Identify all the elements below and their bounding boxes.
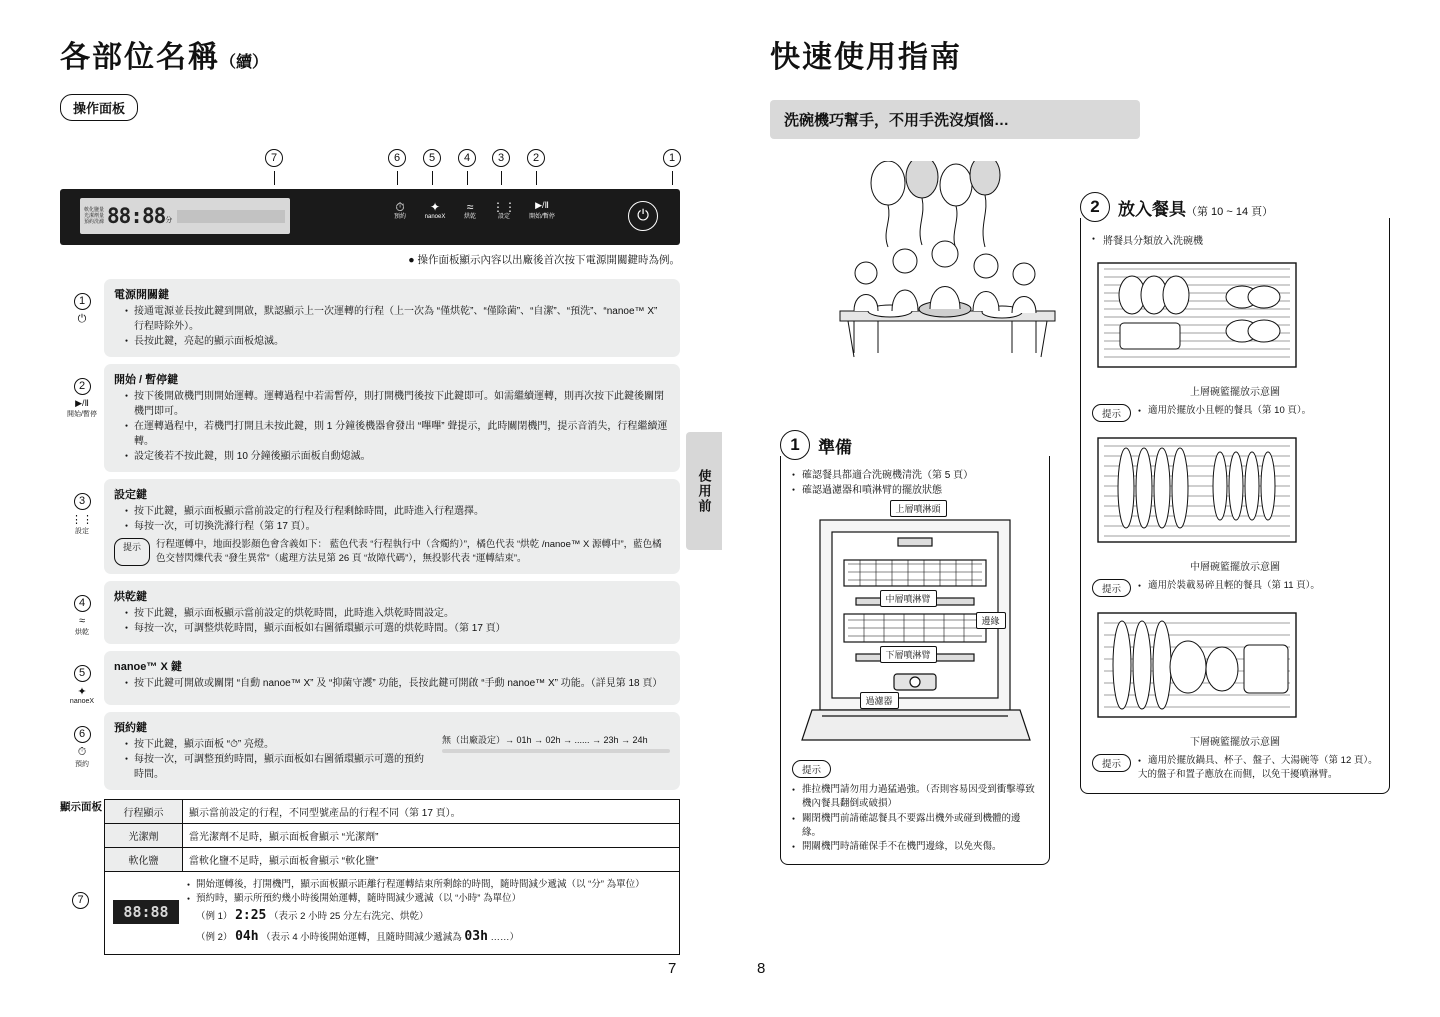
step-2-section: [1080, 192, 1390, 794]
lcd-unit: 分: [165, 217, 173, 224]
item-line: ● 設定後若不按此鍵，則 10 分鐘後顯示面板自動熄滅。: [125, 449, 670, 464]
banner-text: 洗碗機巧幫手，不用手洗沒煩惱…: [770, 100, 1140, 139]
label-mid-spray: 中層噴淋臂: [880, 590, 937, 607]
item-line: ● 在運轉過程中，若機門打開且未按此鍵，則 1 分鐘後機器會發出 “嗶嗶” 聲提示，此時關閉機門，提示音消失，行程繼續運轉。: [125, 419, 670, 449]
nanoe-icon: ✦: [429, 200, 441, 214]
panel-button-start-pause[interactable]: ▶/Ⅱ 開始/暫停: [519, 200, 565, 222]
list-item: [60, 364, 680, 472]
callout-5: 5: [423, 149, 441, 167]
display-panel-heading: 顯示面板: [60, 800, 102, 813]
tip-text: ● 適用於擺放小且輕的餐具（第 10 頁）。: [1138, 405, 1311, 416]
label-edge: 邊緣: [976, 612, 1006, 629]
callout-6: 6: [388, 149, 406, 167]
display-bullet: ● 預約時，顯示所預約幾小時後開始運轉，隨時間減少遞減（以 “小時” 為單位）: [187, 892, 671, 906]
power-icon: ⏻: [77, 313, 87, 325]
tip-badge: 提示: [792, 760, 831, 778]
lcd-progress-bar: [177, 210, 285, 223]
step-1-section: [780, 430, 1050, 865]
item-line: ● 長按此鍵，亮起的顯示面板熄滅。: [125, 334, 670, 349]
hint-badge: 提示: [114, 538, 150, 566]
basket-caption: 上層碗籃擺放示意圖: [1190, 387, 1280, 398]
item-number: 7: [72, 892, 89, 909]
basket-figure-upper: [1092, 255, 1378, 422]
panel-button-setting[interactable]: ⋮⋮ 設定: [486, 200, 522, 222]
step-1-heading: 準備: [818, 437, 852, 457]
step-1-bullet: ● 確認餐具都適合洗碗機清洗（第 5 頁）: [792, 470, 974, 481]
table-row: [105, 799, 680, 823]
item-line: ● 按下此鍵，顯示面板 “⏱” 亮燈。: [125, 737, 432, 752]
item-icon-label: nanoeX: [69, 697, 95, 705]
display-panel-section: [60, 799, 680, 955]
list-item: [60, 651, 680, 705]
dishwasher-figure: [798, 502, 1033, 752]
item-heading: 電源開關鍵: [114, 289, 169, 301]
item-number: 3: [74, 493, 91, 510]
display-bullet: ● 開始運轉後，打開機門，顯示面板顯示距離行程運轉結束所剩餘的時間，隨時間減少遞減（以 “分” 為單位）: [187, 878, 671, 892]
item-line: ● 按下後開啟機門則開始運轉。運轉過程中若需暫停，則打開機門後按下此鍵即可。如需繼續運轉，則再次按下此鍵後關閉機門即可。: [125, 389, 670, 419]
item-number: 5: [74, 665, 91, 682]
item-icon-label: 預約: [75, 760, 89, 768]
item-number: 4: [74, 595, 91, 612]
panel-button-reserve[interactable]: ⏱ 預約: [382, 200, 418, 222]
item-heading: 開始 / 暫停鍵: [114, 374, 179, 386]
play-pause-icon: ▶/Ⅱ: [535, 200, 549, 210]
tip-badge: 提示: [1092, 579, 1131, 597]
table-row: [105, 871, 680, 954]
left-page: [60, 40, 680, 955]
item-line: ● 每按一次，可切換洗滌行程（第 17 頁）。: [125, 519, 670, 534]
step-2-heading-sub: （第 10 ~ 14 頁）: [1186, 205, 1274, 218]
cycle-bar: [442, 749, 670, 753]
item-heading: 預約鍵: [114, 721, 147, 734]
nanoe-icon: ✦: [77, 685, 87, 698]
basket-figure-lower: [1092, 605, 1378, 783]
display-panel-table: [104, 799, 680, 955]
item-line: ● 按下此鍵，顯示面板顯示當前設定的烘乾時間，此時進入烘乾時間設定。: [125, 606, 670, 621]
callout-1: 1: [663, 149, 681, 167]
item-line: ● 接通電源並長按此鍵到開啟，默認顯示上一次運轉的行程（上一次為 “僅烘乾”、“僅除菌”、“自潔”、“預洗”、“nanoe™ X” 行程時除外）。: [125, 304, 670, 334]
panel-note: ● 操作面板顯示內容以出廠後首次按下電源開關鍵時為例。: [408, 254, 680, 266]
item-number: 6: [74, 726, 91, 743]
heat-wave-icon: ≈: [466, 200, 474, 214]
right-page: [770, 40, 1390, 852]
panel-button-dry[interactable]: ≈ 烘乾: [452, 200, 488, 222]
tip-text: ● 推拉機門請勿用力過猛過強。（否則容易因受到衝擊導致機內餐具翻倒或破損）: [792, 784, 1035, 810]
basket-caption: 中層碗籃擺放示意圖: [1190, 562, 1280, 573]
item-line: ● 按下此鍵可開啟或關閉 “自動 nanoe™ X” 及 “抑菌守護” 功能，長按此鍵可開啟 “手動 nanoe™ X” 功能。（詳見第 18 頁）: [125, 676, 670, 691]
callout-3: 3: [492, 149, 510, 167]
page-title: 快速使用指南: [770, 41, 962, 74]
tip-badge: 提示: [1092, 404, 1131, 422]
label-top-spray: 上層噴淋頭: [890, 500, 947, 517]
lcd-digits: 88:88: [107, 204, 166, 228]
table-cell-value: 顯示當前設定的行程，不同型號產品的行程不同（第 17 頁）。: [183, 799, 680, 823]
settings-icon: ⋮⋮: [492, 200, 516, 214]
clock-icon: ⏱: [77, 745, 87, 758]
side-tab-before-use: 使用前: [686, 432, 722, 550]
list-item: [60, 279, 680, 357]
panel-callouts: [60, 149, 680, 171]
settings-icon: ⋮⋮: [71, 514, 93, 526]
label-filter: 過濾器: [860, 692, 899, 709]
control-panel-figure: [60, 149, 680, 267]
panel-button-power[interactable]: [628, 201, 658, 231]
step-number-1: 1: [780, 430, 810, 460]
example-row: （例 2） 04h （表示 4 小時後開始運轉，且隨時間減少遞減為 03h ……）: [196, 928, 520, 944]
page-title: 各部位名稱（續）: [60, 41, 269, 74]
play-pause-icon: ▶/Ⅱ: [75, 398, 89, 408]
item-icon-label: 開始/暫停: [67, 411, 97, 418]
heat-wave-icon: ≈: [78, 614, 86, 627]
step-number-2: 2: [1080, 192, 1110, 222]
lcd-sample: 88:88: [113, 900, 179, 924]
callout-4: 4: [458, 149, 476, 167]
step-1-bullet: ● 確認過濾器和噴淋臂的擺放狀態: [792, 485, 942, 496]
clock-icon: ⏱: [395, 200, 405, 214]
page-number-right: 8: [757, 960, 766, 977]
table-cell-value: 當軟化鹽不足時，顯示面板會顯示 “軟化鹽”: [183, 847, 680, 871]
item-line: ● 按下此鍵，顯示面板顯示當前設定的行程及行程剩餘時間，此時進入行程選擇。: [125, 504, 670, 519]
tip-text: ● 開關機門時請確保手不在機門邊緣，以免夾傷。: [792, 841, 1002, 852]
basket-figure-middle: [1092, 430, 1378, 597]
item-icon-label: 設定: [75, 528, 89, 535]
table-row: [105, 823, 680, 847]
section-tag-control-panel: 操作面板: [60, 94, 138, 121]
illustration-family-party: [770, 161, 1120, 361]
reserve-cycle-text: 無（出廠設定）→ 01h → 02h → ...... → 23h → 24h: [442, 734, 648, 745]
table-cell-key: 軟化鹽: [105, 847, 183, 871]
panel-button-nanoex[interactable]: ✦ nanoeX: [417, 200, 453, 222]
list-item: [60, 712, 680, 790]
step-2-bullet: ● 將餐具分類放入洗碗機: [1092, 236, 1203, 247]
button-description-list: [60, 279, 680, 790]
example-row: （例 1） 2:25 （表示 2 小時 25 分左右洗完、烘乾）: [196, 908, 429, 924]
tip-text: ● 關閉機門前請確認餐具不要露出機外或碰到機體的邊緣。: [792, 812, 1021, 838]
table-cell-value: 當光潔劑不足時，顯示面板會顯示 “光潔劑”: [183, 823, 680, 847]
callout-2: 2: [527, 149, 545, 167]
control-panel[interactable]: [60, 189, 680, 245]
item-icon-label: 烘乾: [75, 628, 89, 636]
list-item: [60, 479, 680, 574]
table-row: [105, 847, 680, 871]
item-number: 1: [74, 293, 91, 310]
page-number-left: 7: [668, 960, 677, 977]
label-bottom-spray: 下層噴淋臂: [880, 646, 937, 663]
tip-text: ● 適用於裝載易碎且輕的餐具（第 11 頁）。: [1138, 580, 1320, 591]
tip-text: ● 適用於擺放鍋具、杯子、盤子、大湯碗等（第 12 頁）。大的盤子和置子應放在而側，以免干擾噴淋臂。: [1138, 755, 1378, 780]
item-number: 2: [74, 378, 91, 395]
item-heading: nanoe™ X 鍵: [114, 660, 182, 673]
table-cell-key: 行程顯示: [105, 799, 183, 823]
list-item: [60, 581, 680, 644]
step-2-heading: 放入餐具: [1118, 199, 1186, 219]
hint-text: 行程運轉中，地面投影顏色會含義如下： 藍色代表 “行程執行中（含燭約）”，橘色代表 “烘乾 /nanoe™ X 源轉中”，藍色橘色交替閃爍代表 “發生異常”（處理方法見第 26 頁 “故障代碼”），無投影代表 “運轉結束”。: [156, 539, 662, 564]
table-cell-key: 光潔劑: [105, 823, 183, 847]
item-heading: 設定鍵: [114, 489, 147, 501]
item-line: ● 每按一次，可調整預約時間，顯示面板如右圖循環顯示可選的預約時間。: [125, 752, 432, 782]
item-heading: 烘乾鍵: [114, 590, 147, 603]
callout-7: 7: [265, 149, 283, 167]
basket-caption: 下層碗籃擺放示意圖: [1190, 737, 1280, 748]
display-panel-lcd: 軟化鹽量 光潔劑量 預約洗滌 88:88 分: [80, 198, 290, 234]
power-icon: ⏻: [637, 207, 649, 224]
item-line: ● 每按一次，可調整烘乾時間，顯示面板如右圖循環顯示可選的烘乾時間。（第 17 頁）: [125, 621, 670, 636]
tip-badge: 提示: [1092, 754, 1131, 772]
